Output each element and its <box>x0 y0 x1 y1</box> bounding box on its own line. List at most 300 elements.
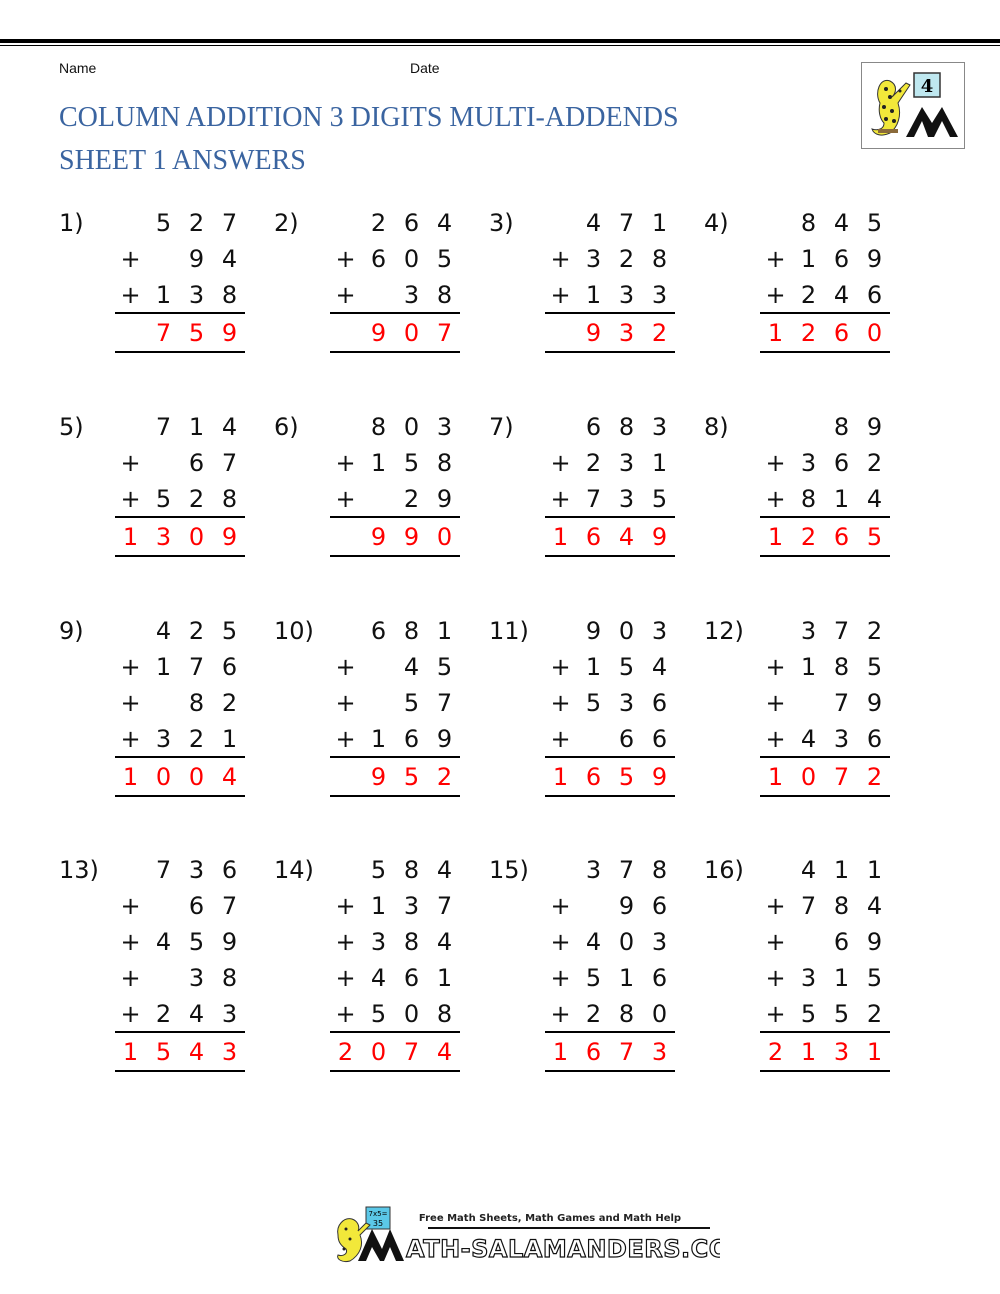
digit: 0 <box>651 1000 668 1028</box>
addend-row <box>274 888 489 924</box>
digit: 8 <box>618 413 635 441</box>
plus-sign: + <box>335 928 356 956</box>
digit: 9 <box>585 617 602 645</box>
digit: 1 <box>370 892 387 920</box>
plus-sign: + <box>335 485 356 513</box>
sum-rule-top <box>760 312 890 314</box>
addend-row <box>59 481 274 517</box>
digit: 8 <box>403 617 420 645</box>
answer-digit: 2 <box>800 319 817 347</box>
answer-digit: 7 <box>403 1038 420 1066</box>
digit: 5 <box>800 1000 817 1028</box>
sum-rule-bottom <box>330 1070 460 1072</box>
plus-sign: + <box>120 1000 141 1028</box>
answer-digit: 5 <box>188 319 205 347</box>
top-border-thin <box>0 45 1000 46</box>
answer-digit: 3 <box>155 523 172 551</box>
addend-row <box>59 445 274 481</box>
plus-sign: + <box>550 725 571 753</box>
digit: 1 <box>833 964 850 992</box>
plus-sign: + <box>335 725 356 753</box>
digit: 4 <box>651 653 668 681</box>
answer-row <box>59 519 274 555</box>
addend-row-first <box>274 613 489 649</box>
digit: 8 <box>651 245 668 273</box>
plus-sign: + <box>765 725 786 753</box>
digit: 5 <box>370 1000 387 1028</box>
answer-digit: 1 <box>767 523 784 551</box>
problem-number: 2) <box>274 209 299 237</box>
problem-number: 8) <box>704 413 729 441</box>
digit: 8 <box>651 856 668 884</box>
answer-digit: 9 <box>370 319 387 347</box>
digit: 0 <box>618 617 635 645</box>
addend-row <box>489 685 704 721</box>
plus-sign: + <box>120 892 141 920</box>
digit: 9 <box>188 245 205 273</box>
digit: 9 <box>436 485 453 513</box>
digit: 7 <box>221 449 238 477</box>
addend-row <box>704 996 919 1032</box>
answer-row <box>489 519 704 555</box>
digit: 8 <box>221 485 238 513</box>
digit: 8 <box>800 485 817 513</box>
digit: 6 <box>370 617 387 645</box>
addend-row <box>489 721 704 757</box>
digit: 4 <box>403 653 420 681</box>
digit: 9 <box>618 892 635 920</box>
plus-sign: + <box>765 892 786 920</box>
addend-row-first <box>59 613 274 649</box>
addend-row <box>59 277 274 313</box>
digit: 4 <box>221 413 238 441</box>
plus-sign: + <box>335 964 356 992</box>
problem-number: 6) <box>274 413 299 441</box>
answer-row <box>704 315 919 351</box>
digit: 2 <box>403 485 420 513</box>
addend-row <box>704 445 919 481</box>
answer-digit: 7 <box>618 1038 635 1066</box>
digit: 6 <box>618 725 635 753</box>
addend-row <box>704 481 919 517</box>
digit: 7 <box>800 892 817 920</box>
sum-rule-top <box>545 756 675 758</box>
digit: 5 <box>155 209 172 237</box>
problem-number: 5) <box>59 413 84 441</box>
addend-row <box>489 649 704 685</box>
answer-digit: 5 <box>618 763 635 791</box>
digit: 7 <box>833 689 850 717</box>
addend-row-first <box>704 613 919 649</box>
addend-row <box>59 888 274 924</box>
digit: 6 <box>221 856 238 884</box>
plus-sign: + <box>765 485 786 513</box>
addend-row <box>59 924 274 960</box>
digit: 0 <box>403 245 420 273</box>
answer-digit: 2 <box>767 1038 784 1066</box>
answer-digit: 2 <box>651 319 668 347</box>
answer-digit: 7 <box>833 763 850 791</box>
sum-rule-top <box>330 1031 460 1033</box>
digit: 8 <box>833 892 850 920</box>
answer-digit: 3 <box>618 319 635 347</box>
sum-rule-top <box>115 1031 245 1033</box>
answer-digit: 0 <box>188 763 205 791</box>
addend-row <box>489 888 704 924</box>
digit: 5 <box>436 245 453 273</box>
answer-digit: 1 <box>122 523 139 551</box>
plus-sign: + <box>335 1000 356 1028</box>
digit: 3 <box>403 892 420 920</box>
problem-number: 1) <box>59 209 84 237</box>
digit: 3 <box>800 964 817 992</box>
answer-digit: 9 <box>403 523 420 551</box>
sum-rule-bottom <box>760 1070 890 1072</box>
plus-sign: + <box>550 653 571 681</box>
answer-digit: 3 <box>833 1038 850 1066</box>
addend-row-first <box>274 852 489 888</box>
digit: 7 <box>188 653 205 681</box>
digit: 3 <box>221 1000 238 1028</box>
digit: 8 <box>833 413 850 441</box>
plus-sign: + <box>550 245 571 273</box>
digit: 6 <box>651 725 668 753</box>
digit: 7 <box>221 209 238 237</box>
digit: 6 <box>651 689 668 717</box>
digit: 8 <box>188 689 205 717</box>
addend-row <box>274 481 489 517</box>
plus-sign: + <box>550 689 571 717</box>
digit: 8 <box>221 964 238 992</box>
addend-row <box>704 888 919 924</box>
plus-sign: + <box>550 892 571 920</box>
addend-row <box>489 277 704 313</box>
digit: 5 <box>403 449 420 477</box>
digit: 4 <box>436 856 453 884</box>
sum-rule-bottom <box>115 1070 245 1072</box>
plus-sign: + <box>120 485 141 513</box>
answer-digit: 3 <box>651 1038 668 1066</box>
digit: 3 <box>155 725 172 753</box>
answer-digit: 7 <box>436 319 453 347</box>
digit: 5 <box>618 653 635 681</box>
plus-sign: + <box>120 725 141 753</box>
digit: 2 <box>188 617 205 645</box>
answer-row <box>704 759 919 795</box>
answer-digit: 6 <box>585 523 602 551</box>
answer-digit: 4 <box>618 523 635 551</box>
sum-rule-bottom <box>115 795 245 797</box>
digit: 4 <box>370 964 387 992</box>
digit: 2 <box>866 449 883 477</box>
answer-row <box>489 315 704 351</box>
worksheet-subtitle: SHEET 1 ANSWERS <box>59 145 306 176</box>
digit: 3 <box>188 856 205 884</box>
digit: 2 <box>370 209 387 237</box>
answer-row <box>59 315 274 351</box>
digit: 6 <box>188 892 205 920</box>
digit: 3 <box>651 617 668 645</box>
digit: 1 <box>585 281 602 309</box>
addend-row <box>704 721 919 757</box>
digit: 1 <box>436 964 453 992</box>
answer-digit: 4 <box>436 1038 453 1066</box>
digit: 8 <box>403 928 420 956</box>
digit: 8 <box>618 1000 635 1028</box>
sum-rule-bottom <box>545 555 675 557</box>
addend-row <box>489 445 704 481</box>
digit: 9 <box>866 245 883 273</box>
addend-row <box>59 996 274 1032</box>
sum-rule-bottom <box>545 795 675 797</box>
digit: 1 <box>866 856 883 884</box>
digit: 2 <box>585 1000 602 1028</box>
addend-row <box>274 241 489 277</box>
digit: 5 <box>221 617 238 645</box>
answer-digit: 0 <box>155 763 172 791</box>
answer-digit: 6 <box>833 319 850 347</box>
digit: 7 <box>833 617 850 645</box>
sum-rule-top <box>545 312 675 314</box>
addend-row <box>274 277 489 313</box>
sum-rule-bottom <box>545 1070 675 1072</box>
addend-row-first <box>489 409 704 445</box>
sum-rule-bottom <box>115 555 245 557</box>
answer-row <box>274 759 489 795</box>
digit: 3 <box>651 928 668 956</box>
plus-sign: + <box>550 1000 571 1028</box>
plus-sign: + <box>120 281 141 309</box>
digit: 7 <box>221 892 238 920</box>
plus-sign: + <box>765 449 786 477</box>
addend-row-first <box>704 409 919 445</box>
digit: 5 <box>188 928 205 956</box>
digit: 4 <box>833 281 850 309</box>
digit: 1 <box>370 725 387 753</box>
addend-row-first <box>274 409 489 445</box>
digit: 4 <box>188 1000 205 1028</box>
footer-logo <box>330 1205 720 1265</box>
digit: 1 <box>585 653 602 681</box>
digit: 3 <box>370 928 387 956</box>
addend-row <box>704 685 919 721</box>
sum-rule-bottom <box>760 795 890 797</box>
plus-sign: + <box>335 892 356 920</box>
plus-sign: + <box>765 928 786 956</box>
addend-row <box>59 685 274 721</box>
sum-rule-top <box>330 312 460 314</box>
answer-digit: 2 <box>866 763 883 791</box>
digit: 5 <box>866 209 883 237</box>
answer-row <box>59 1034 274 1070</box>
digit: 3 <box>403 281 420 309</box>
digit: 5 <box>866 964 883 992</box>
digit: 4 <box>436 928 453 956</box>
digit: 3 <box>618 449 635 477</box>
digit: 3 <box>618 485 635 513</box>
addend-row <box>274 445 489 481</box>
digit: 8 <box>436 449 453 477</box>
digit: 3 <box>833 725 850 753</box>
digit: 8 <box>370 413 387 441</box>
digit: 3 <box>585 856 602 884</box>
digit: 0 <box>403 1000 420 1028</box>
addend-row-first <box>59 409 274 445</box>
digit: 6 <box>866 725 883 753</box>
digit: 1 <box>651 209 668 237</box>
digit: 1 <box>618 964 635 992</box>
digit: 5 <box>585 964 602 992</box>
digit: 2 <box>800 281 817 309</box>
digit: 9 <box>866 689 883 717</box>
answer-digit: 0 <box>800 763 817 791</box>
footer-site-name: ATH-SALAMANDERS.COM <box>406 1235 720 1263</box>
answer-row <box>274 315 489 351</box>
digit: 4 <box>155 928 172 956</box>
digit: 9 <box>436 725 453 753</box>
digit: 1 <box>155 653 172 681</box>
sum-rule-bottom <box>115 351 245 353</box>
answer-digit: 1 <box>552 763 569 791</box>
addend-row <box>704 649 919 685</box>
digit: 3 <box>800 617 817 645</box>
addend-row <box>274 960 489 996</box>
digit: 3 <box>618 689 635 717</box>
digit: 3 <box>651 413 668 441</box>
digit: 1 <box>833 856 850 884</box>
digit: 1 <box>800 245 817 273</box>
sum-rule-bottom <box>330 795 460 797</box>
digit: 3 <box>188 281 205 309</box>
answer-digit: 0 <box>188 523 205 551</box>
digit: 1 <box>188 413 205 441</box>
answer-digit: 5 <box>155 1038 172 1066</box>
plus-sign: + <box>550 928 571 956</box>
problem-number: 15) <box>489 856 529 884</box>
digit: 2 <box>866 617 883 645</box>
sum-rule-bottom <box>760 351 890 353</box>
digit: 4 <box>866 892 883 920</box>
addend-row-first <box>59 852 274 888</box>
sum-rule-top <box>760 516 890 518</box>
answer-digit: 6 <box>585 1038 602 1066</box>
plus-sign: + <box>765 281 786 309</box>
answer-digit: 5 <box>403 763 420 791</box>
answer-digit: 9 <box>221 319 238 347</box>
digit: 4 <box>833 209 850 237</box>
digit: 6 <box>651 892 668 920</box>
plus-sign: + <box>120 245 141 273</box>
digit: 9 <box>221 928 238 956</box>
answer-row <box>489 1034 704 1070</box>
problem-number: 13) <box>59 856 99 884</box>
addend-row-first <box>704 205 919 241</box>
plus-sign: + <box>335 245 356 273</box>
plus-sign: + <box>550 485 571 513</box>
digit: 2 <box>866 1000 883 1028</box>
math-salamanders-logo-icon <box>330 1205 720 1265</box>
sum-rule-top <box>115 516 245 518</box>
addend-row <box>489 481 704 517</box>
digit: 3 <box>800 449 817 477</box>
digit: 8 <box>436 1000 453 1028</box>
digit: 5 <box>403 689 420 717</box>
digit: 1 <box>833 485 850 513</box>
plus-sign: + <box>120 653 141 681</box>
digit: 4 <box>436 209 453 237</box>
digit: 7 <box>585 485 602 513</box>
sum-rule-bottom <box>330 555 460 557</box>
answer-digit: 7 <box>155 319 172 347</box>
digit: 5 <box>436 653 453 681</box>
digit: 4 <box>800 725 817 753</box>
digit: 5 <box>155 485 172 513</box>
sum-rule-top <box>760 1031 890 1033</box>
problem-number: 12) <box>704 617 744 645</box>
sum-rule-top <box>760 756 890 758</box>
answer-row <box>274 519 489 555</box>
addend-row <box>489 924 704 960</box>
answer-digit: 1 <box>866 1038 883 1066</box>
answer-digit: 1 <box>122 1038 139 1066</box>
digit: 7 <box>618 856 635 884</box>
answer-row <box>59 759 274 795</box>
plus-sign: + <box>765 1000 786 1028</box>
answer-digit: 9 <box>370 523 387 551</box>
addend-row <box>704 924 919 960</box>
digit: 1 <box>221 725 238 753</box>
addend-row <box>59 241 274 277</box>
plus-sign: + <box>550 964 571 992</box>
digit: 6 <box>585 413 602 441</box>
digit: 6 <box>866 281 883 309</box>
grade-number: 4 <box>920 76 934 97</box>
addend-row-first <box>489 613 704 649</box>
problem-number: 16) <box>704 856 744 884</box>
answer-digit: 1 <box>552 523 569 551</box>
digit: 8 <box>800 209 817 237</box>
digit: 6 <box>370 245 387 273</box>
plus-sign: + <box>765 245 786 273</box>
answer-digit: 2 <box>436 763 453 791</box>
addend-row-first <box>489 852 704 888</box>
plus-sign: + <box>765 689 786 717</box>
addend-row-first <box>59 205 274 241</box>
digit: 6 <box>403 964 420 992</box>
digit: 3 <box>618 281 635 309</box>
addend-row <box>59 721 274 757</box>
date-label: Date <box>410 60 440 76</box>
name-label: Name <box>59 60 97 76</box>
plus-sign: + <box>335 653 356 681</box>
digit: 4 <box>800 856 817 884</box>
answer-digit: 5 <box>866 523 883 551</box>
addend-row <box>274 924 489 960</box>
digit: 3 <box>651 281 668 309</box>
problem-number: 3) <box>489 209 514 237</box>
digit: 5 <box>651 485 668 513</box>
answer-digit: 1 <box>552 1038 569 1066</box>
addend-row-first <box>704 852 919 888</box>
addend-row <box>704 277 919 313</box>
digit: 6 <box>651 964 668 992</box>
digit: 8 <box>833 653 850 681</box>
answer-digit: 4 <box>188 1038 205 1066</box>
digit: 8 <box>221 281 238 309</box>
sum-rule-top <box>330 516 460 518</box>
digit: 1 <box>800 653 817 681</box>
answer-digit: 1 <box>122 763 139 791</box>
